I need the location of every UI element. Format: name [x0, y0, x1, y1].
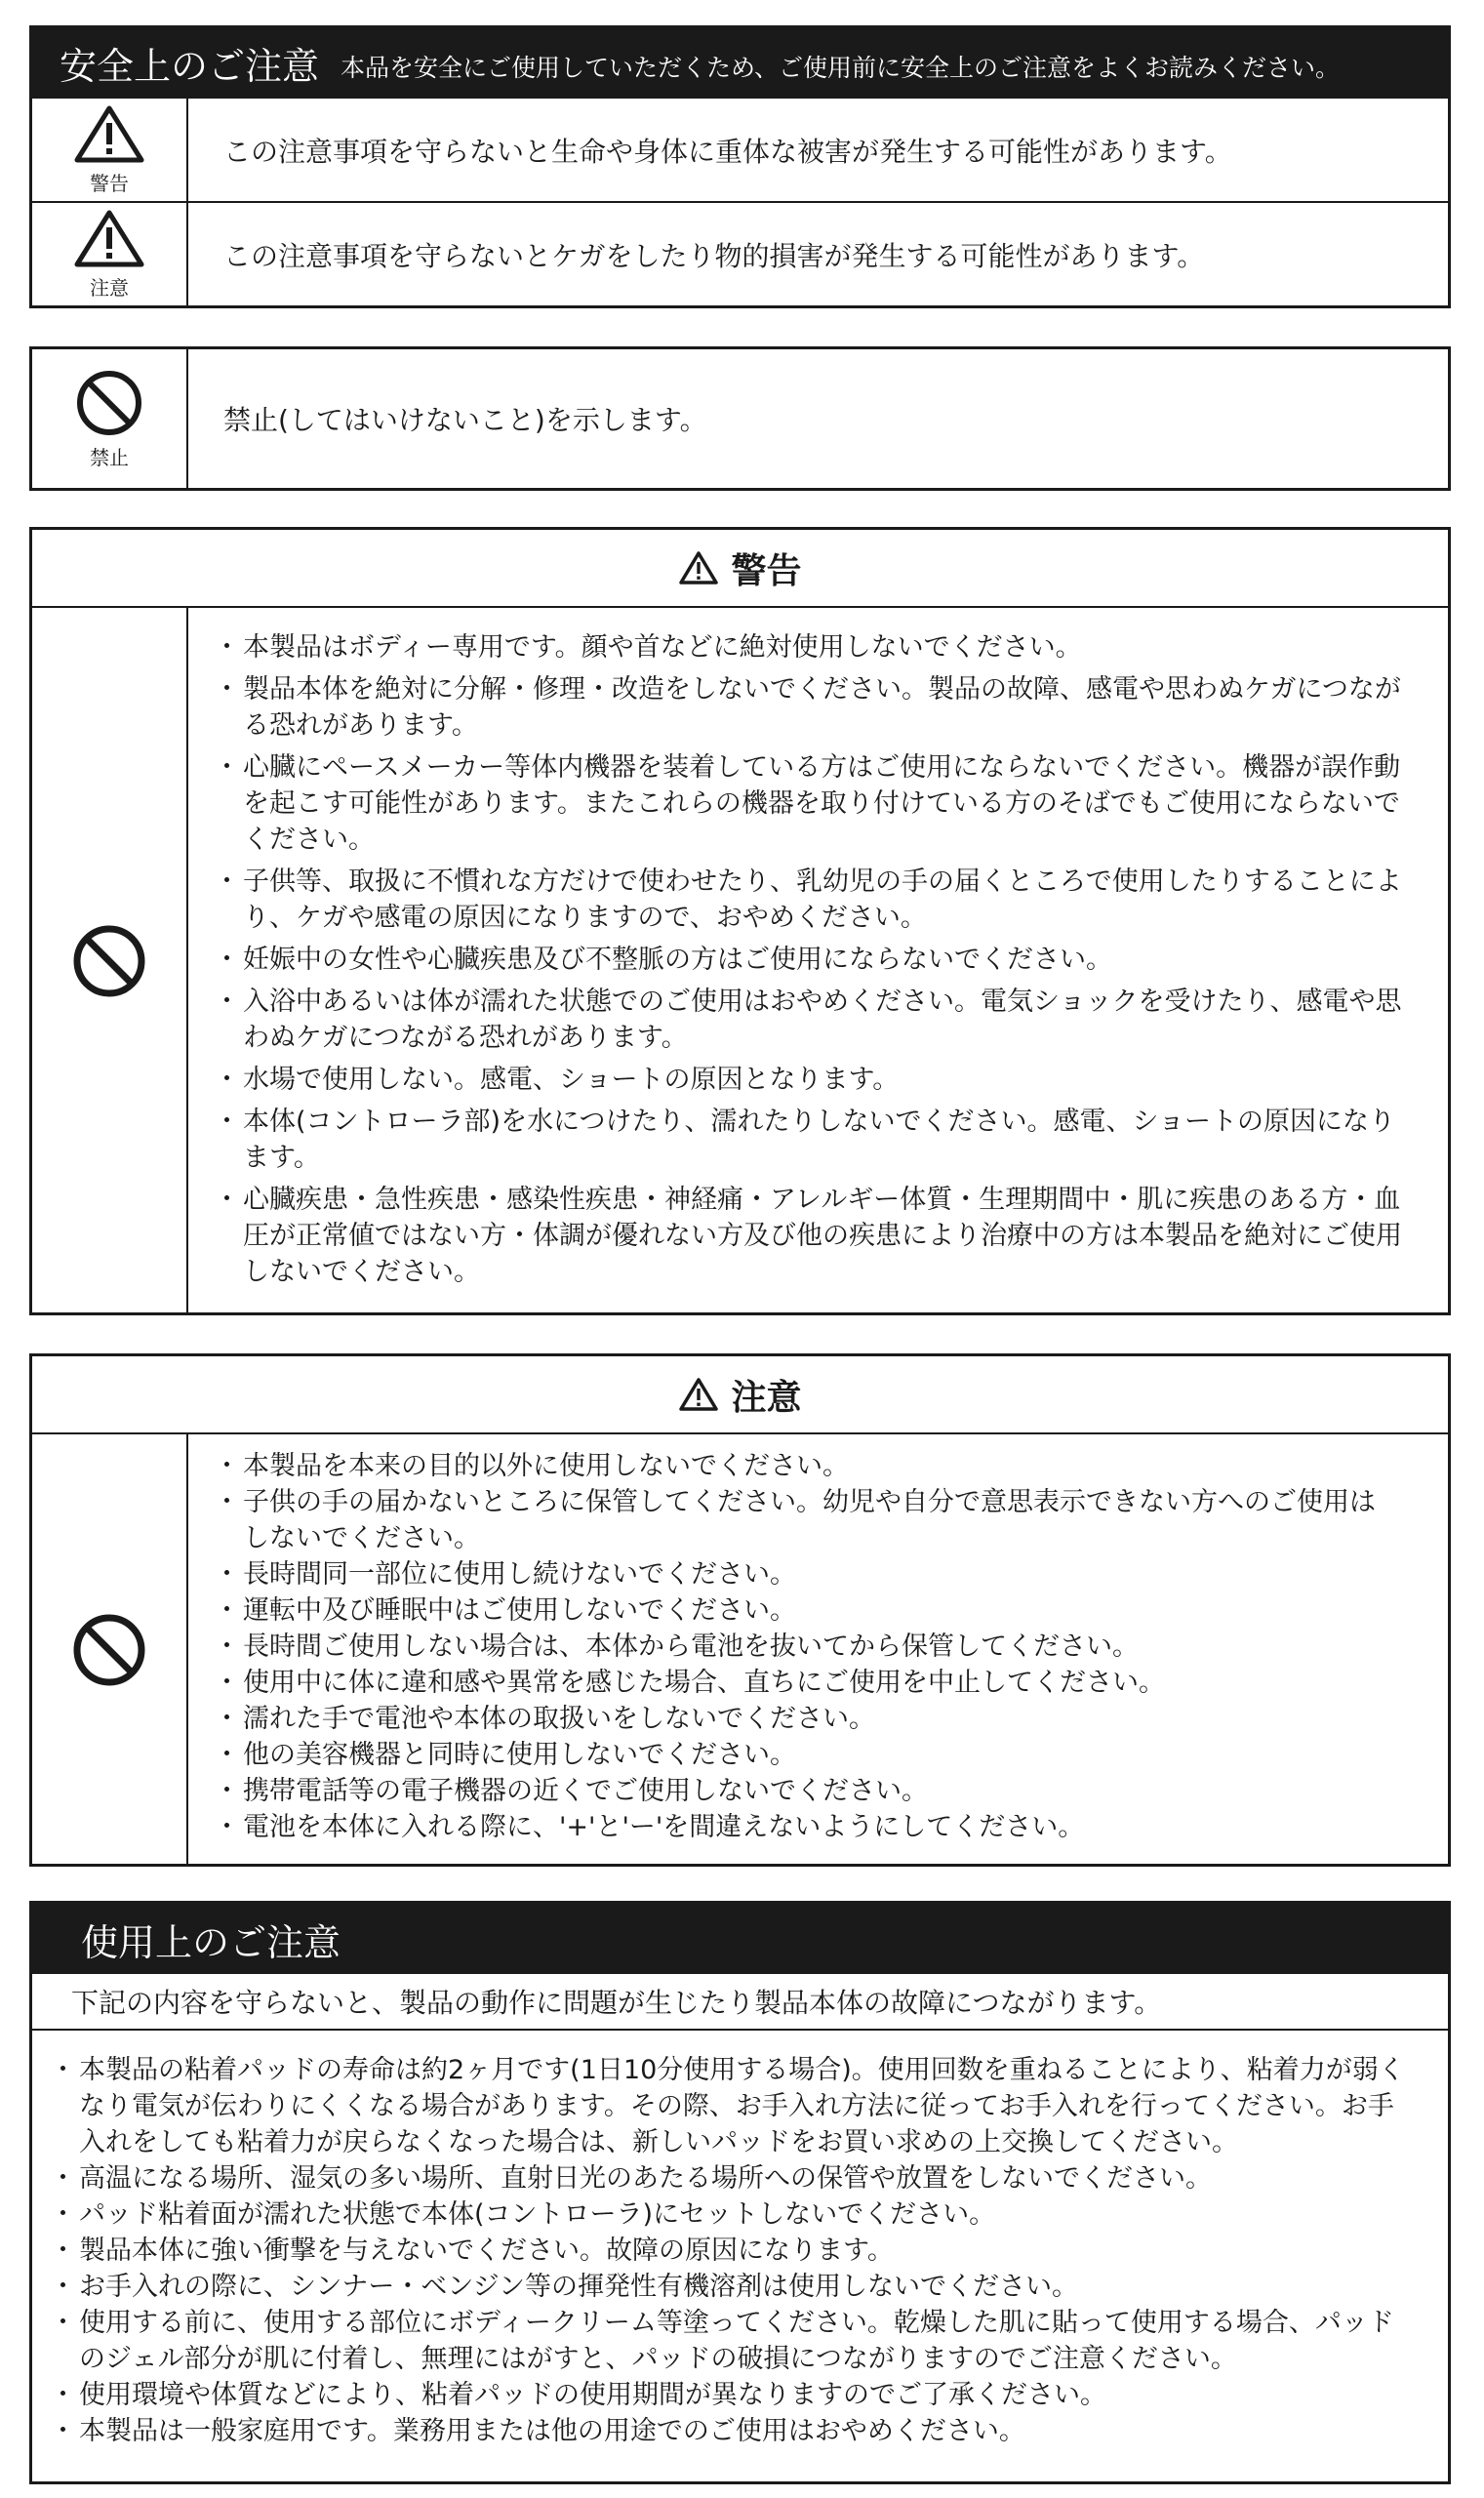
caution-triangle-icon: [73, 208, 145, 268]
usage-item: ・ お手入れの際に、シンナー・ベンジン等の揮発性有機溶剤は使用しないでください。: [54, 2269, 1415, 2305]
warning-item: ・ 本体(コントローラ部)を水につけたり、濡れたりしないでください。感電、ショートの原因になります。: [218, 1104, 1415, 1176]
legend-text-prohibit: 禁止(してはいけないこと)を示します。: [223, 404, 707, 436]
warning-triangle-icon: [678, 550, 719, 585]
usage-intro: 下記の内容を守らないと、製品の動作に問題が生じたり製品本体の故障につながります。: [32, 1974, 1448, 2031]
warning-section: [29, 527, 1451, 1315]
usage-item: ・ 本製品の粘着パッドの寿命は約2ヶ月です(1日10分使用する場合)。使用回数を重ねることにより、粘着力が弱くなり電気が伝わりにくくなる場合があります。その際、お手入れ方法に従ってお手入れを行ってください。お手入れをしても粘着力が戻らなくなった場合は、新しいパッドをお買い求めの上交換してください。: [54, 2052, 1415, 2160]
caution-section: [29, 1353, 1451, 1867]
usage-header-bar: [32, 1904, 1448, 1974]
usage-item: ・ 製品本体に強い衝撃を与えないでください。故障の原因になります。: [54, 2233, 1415, 2269]
warning-header: [32, 530, 1448, 608]
safety-legend-box: [29, 25, 1451, 308]
prohibit-icon: [70, 922, 148, 1000]
warning-item: ・ 心臓疾患・急性疾患・感染性疾患・神経痛・アレルギー体質・生理期間中・肌に疾患のある方・血圧が正常値ではない方・体調が優れない方及び他の疾患により治療中の方は本製品を絶対にご使用しないでください。: [218, 1182, 1415, 1290]
safety-title: 安全上のご注意: [60, 44, 320, 88]
usage-list: [54, 2052, 1415, 2449]
warning-item: ・ 子供等、取扱に不慣れな方だけで使わせたり、乳幼児の手の届くところで使用したりすることにより、ケガや感電の原因になりますので、おやめください。: [218, 864, 1415, 936]
warning-body: [32, 608, 1448, 1314]
legend-icon-cell: [32, 349, 188, 488]
caution-item: ・ 濡れた手で電池や本体の取扱いをしないでください。: [218, 1701, 1389, 1737]
legend-row-warning: [32, 97, 1448, 201]
caution-item: ・ 電池を本体に入れる際に、'+'と'ー'を間違えないようにしてください。: [218, 1809, 1389, 1845]
caution-title: 注意: [731, 1377, 802, 1418]
warning-item: ・ 本製品はボディー専用です。顔や首などに絶対使用しないでください。: [218, 629, 1415, 665]
usage-item: ・ 使用環境や体質などにより、粘着パッドの使用期間が異なりますのでご了承ください。: [54, 2377, 1415, 2413]
warning-item: ・ 製品本体を絶対に分解・修理・改造をしないでください。製品の故障、感電や思わぬケガにつながる恐れがあります。: [218, 671, 1415, 744]
legend-row-prohibit: [32, 349, 1448, 488]
warning-item: ・ 水場で使用しない。感電、ショートの原因となります。: [218, 1062, 1415, 1098]
usage-item: ・ パッド粘着面が濡れた状態で本体(コントローラ)にセットしないでください。: [54, 2196, 1415, 2233]
warning-title: 警告: [731, 550, 802, 591]
caution-triangle-icon: [678, 1377, 719, 1412]
usage-section: [29, 1901, 1451, 2484]
caution-icon-cell: [32, 1434, 188, 1866]
usage-content: [32, 2031, 1448, 2449]
prohibit-icon: [70, 1611, 148, 1689]
safety-header-bar: [32, 28, 1448, 97]
legend-row-caution: [32, 201, 1448, 305]
warning-content: [188, 608, 1448, 1314]
warning-item: ・ 心臓にペースメーカー等体内機器を装着している方はご使用にならないでください。機器が誤作動を起こす可能性があります。またこれらの機器を取り付けている方のそばでもご使用にならないでください。: [218, 749, 1415, 858]
safety-subtitle: 本品を安全にご使用していただくため、ご使用前に安全上のご注意をよくお読みください。: [341, 54, 1341, 82]
prohibit-icon: [74, 368, 144, 438]
caution-body: [32, 1434, 1448, 1866]
warning-triangle-icon: [73, 103, 145, 164]
legend-icon-cell: [32, 203, 188, 305]
caution-item: ・ 運転中及び睡眠中はご使用しないでください。: [218, 1592, 1389, 1629]
legend-label-caution: 注意: [90, 276, 129, 300]
legend-text-caution: この注意事項を守らないとケガをしたり物的損害が発生する可能性があります。: [223, 239, 1205, 272]
caution-item: ・ 本製品を本来の目的以外に使用しないでください。: [218, 1448, 1389, 1484]
usage-item: ・ 本製品は一般家庭用です。業務用または他の用途でのご使用はおやめください。: [54, 2413, 1415, 2449]
usage-item: ・ 使用する前に、使用する部位にボディークリーム等塗ってください。乾燥した肌に貼って使用する場合、パッドのジェル部分が肌に付着し、無理にはがすと、パッドの破損につながりますのでご注意ください。: [54, 2305, 1415, 2377]
caution-header: [32, 1356, 1448, 1434]
legend-text-warning: この注意事項を守らないと生命や身体に重体な被害が発生する可能性があります。: [223, 135, 1232, 168]
caution-item: ・ 長時間ご使用しない場合は、本体から電池を抜いてから保管してください。: [218, 1629, 1389, 1665]
caution-item: ・ 子供の手の届かないところに保管してください。幼児や自分で意思表示できない方へのご使用はしないでください。: [218, 1484, 1389, 1556]
legend-label-warning: 警告: [90, 172, 129, 195]
caution-content: [188, 1434, 1448, 1866]
legend-label-prohibit: 禁止: [90, 445, 129, 469]
caution-list: [218, 1448, 1389, 1845]
usage-title: 使用上のご注意: [81, 1920, 341, 1964]
warning-item: ・ 入浴中あるいは体が濡れた状態でのご使用はおやめください。電気ショックを受けたり、感電や思わぬケガにつながる恐れがあります。: [218, 984, 1415, 1056]
warning-list: [218, 629, 1415, 1290]
warning-item: ・ 妊娠中の女性や心臓疾患及び不整脈の方はご使用にならないでください。: [218, 942, 1415, 978]
caution-item: ・ 他の美容機器と同時に使用しないでください。: [218, 1737, 1389, 1773]
prohibit-legend-box: [29, 346, 1451, 491]
legend-icon-cell: [32, 99, 188, 201]
usage-item: ・ 高温になる場所、湿気の多い場所、直射日光のあたる場所への保管や放置をしないでください。: [54, 2160, 1415, 2196]
caution-item: ・ 長時間同一部位に使用し続けないでください。: [218, 1556, 1389, 1592]
warning-icon-cell: [32, 608, 188, 1314]
caution-item: ・ 使用中に体に違和感や異常を感じた場合、直ちにご使用を中止してください。: [218, 1665, 1389, 1701]
caution-item: ・ 携帯電話等の電子機器の近くでご使用しないでください。: [218, 1773, 1389, 1809]
